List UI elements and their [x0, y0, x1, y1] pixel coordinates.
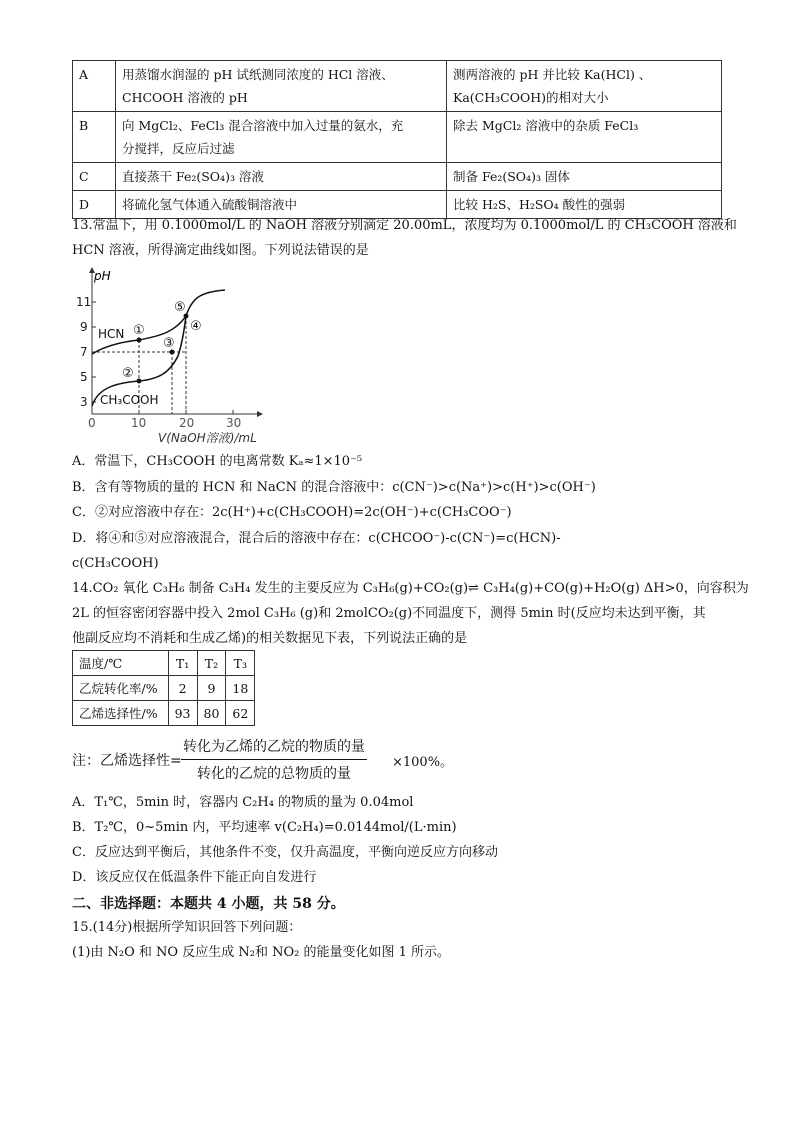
option-purpose: Ka(CH₃COOH)的相对大小: [453, 90, 609, 105]
y-ticks: [76, 295, 91, 409]
table-row: [73, 61, 722, 112]
q13-option-b: B．含有等物质的量的 HCN 和 NaCN 的混合溶液中：c(CN⁻)>c(Na⁺)>c(H⁺)>c(OH⁻): [72, 480, 596, 495]
table-cell: 2: [168, 676, 197, 701]
options-table: [72, 60, 722, 219]
table-row: [73, 676, 255, 701]
q13-stem-line2: HCN 溶液，所得滴定曲线如图。下列说法错误的是: [72, 243, 369, 258]
table-row: [73, 163, 722, 191]
table-cell: 乙烷转化率/%: [73, 676, 169, 701]
selectivity-fraction: [181, 736, 367, 783]
note-suffix: ×100%。: [392, 755, 454, 770]
table-cell: 80: [197, 701, 226, 726]
fraction-denominator: 转化的乙烷的总物质的量: [197, 766, 351, 782]
option-label: C: [73, 163, 116, 191]
table-cell: 9: [197, 676, 226, 701]
q14-stem-line2: 2L 的恒容密闭容器中投入 2mol C₃H₆ (g)和 2molCO₂(g)不同温度下，测得 5min 时(反应均未达到平衡，其: [72, 606, 706, 621]
option-purpose: 比较 H₂S、H₂SO₄ 酸性的强弱: [447, 191, 722, 219]
fraction-numerator: 转化为乙烯的乙烷的物质的量: [181, 736, 367, 760]
x-tick-label: 0: [88, 416, 96, 430]
note-prefix: 注：乙烯选择性=: [72, 753, 182, 769]
q15-stem: 15.(14分)根据所学知识回答下列问题：: [72, 920, 302, 935]
option-purpose: 制备 Fe₂(SO₄)₃ 固体: [447, 163, 722, 191]
option-purpose: 测两溶液的 pH 并比较 Ka(HCl) 、: [453, 67, 652, 82]
table-header-cell: T₁: [168, 651, 197, 676]
section-heading: 二、非选择题：本题共 4 小题，共 58 分。: [72, 896, 345, 912]
option-text: 直接蒸干 Fe₂(SO₄)₃ 溶液: [116, 163, 447, 191]
option-label: A: [73, 61, 116, 112]
table-header-cell: 温度/℃: [73, 651, 169, 676]
q14-stem-line1: 14.CO₂ 氧化 C₃H₆ 制备 C₃H₄ 发生的主要反应为 C₃H₆(g)+CO₂(g)⇌ C₃H₄(g)+CO(g)+H₂O(g) ΔH>0，向容积为: [72, 581, 749, 596]
option-text: 将硫化氢气体通入硫酸铜溶液中: [116, 191, 447, 219]
q14-option-b: B．T₂℃，0~5min 内，平均速率 v(C₂H₄)=0.0144mol/(L·min): [72, 820, 457, 835]
option-label: B: [73, 112, 116, 163]
x-tick-label: 30: [226, 416, 242, 430]
table-cell: 62: [226, 701, 255, 726]
y-tick-label: 11: [76, 295, 92, 309]
q13-option-d: D．将④和⑤对应溶液混合，混合后的溶液中存在：c(CHCOO⁻)-c(CN⁻)=c(HCN)-: [72, 531, 561, 546]
y-tick-label: 7: [80, 345, 88, 359]
x-tick-label: 10: [131, 416, 147, 430]
option-text: 向 MgCl₂、FeCl₃ 混合溶液中加入过量的氨水，充: [122, 118, 404, 133]
q13-option-a: A．常温下，CH₃COOH 的电离常数 Kₐ≈1×10⁻⁵: [72, 454, 363, 469]
table-row: [73, 651, 255, 676]
q15-sub1: (1)由 N₂O 和 NO 反应生成 N₂和 NO₂ 的能量变化如图 1 所示。: [72, 945, 450, 960]
point-1: [137, 338, 142, 343]
table-header-cell: T₃: [226, 651, 255, 676]
q14-option-a: A．T₁℃，5min 时，容器内 C₂H₄ 的物质的量为 0.04mol: [72, 795, 414, 810]
y-tick-label: 3: [80, 395, 88, 409]
table-cell: 18: [226, 676, 255, 701]
y-axis-label: pH: [94, 269, 111, 283]
point-label-4: ④: [190, 319, 202, 334]
q13-stem-line1: 13.常温下，用 0.1000mol/L 的 NaOH 溶液分别滴定 20.00mL，浓度均为 0.1000mol/L 的 CH₃COOH 溶液和: [72, 218, 737, 233]
y-tick-label: 5: [80, 370, 88, 384]
table-row: [73, 112, 722, 163]
option-label: D: [73, 191, 116, 219]
q14-option-d: D．该反应仅在低温条件下能正向自发进行: [72, 870, 317, 885]
point-label-1: ①: [133, 323, 145, 338]
table-header-cell: T₂: [197, 651, 226, 676]
point-2: [137, 379, 142, 384]
table-cell: 乙烯选择性/%: [73, 701, 169, 726]
q14-option-c: C．反应达到平衡后，其他条件不变，仅升高温度，平衡向逆反应方向移动: [72, 845, 498, 860]
option-text: 分搅拌，反应后过滤: [122, 141, 235, 156]
table-row: [73, 701, 255, 726]
table-row: [73, 191, 722, 219]
data-table: [72, 650, 255, 726]
q14-stem-line3: 他副反应均不消耗和生成乙烯)的相关数据见下表，下列说法正确的是: [72, 631, 468, 646]
table-cell: 93: [168, 701, 197, 726]
hcn-label: HCN: [98, 327, 125, 341]
option-purpose: 除去 MgCl₂ 溶液中的杂质 FeCl₃: [453, 118, 639, 133]
x-axis-label: V(NaOH溶液)/mL: [158, 431, 257, 445]
x-tick-label: 20: [179, 416, 195, 430]
point-label-5: ⑤: [174, 300, 186, 315]
titration-chart: [70, 264, 290, 449]
ch3cooh-label: CH₃COOH: [100, 393, 159, 407]
q13-option-d-cont: c(CH₃COOH): [72, 556, 159, 571]
x-ticks: [88, 416, 241, 430]
q13-option-c: C．②对应溶液中存在：2c(H⁺)+c(CH₃COOH)=2c(OH⁻)+c(CH₃COO⁻): [72, 505, 512, 520]
point-label-3: ③: [163, 336, 175, 351]
point-label-2: ②: [122, 366, 134, 381]
option-text: 用蒸馏水润湿的 pH 试纸测同浓度的 HCl 溶液、: [122, 67, 394, 82]
hcn-curve: [92, 290, 225, 354]
y-tick-label: 9: [80, 320, 88, 334]
option-text: CHCOOH 溶液的 pH: [122, 90, 248, 105]
